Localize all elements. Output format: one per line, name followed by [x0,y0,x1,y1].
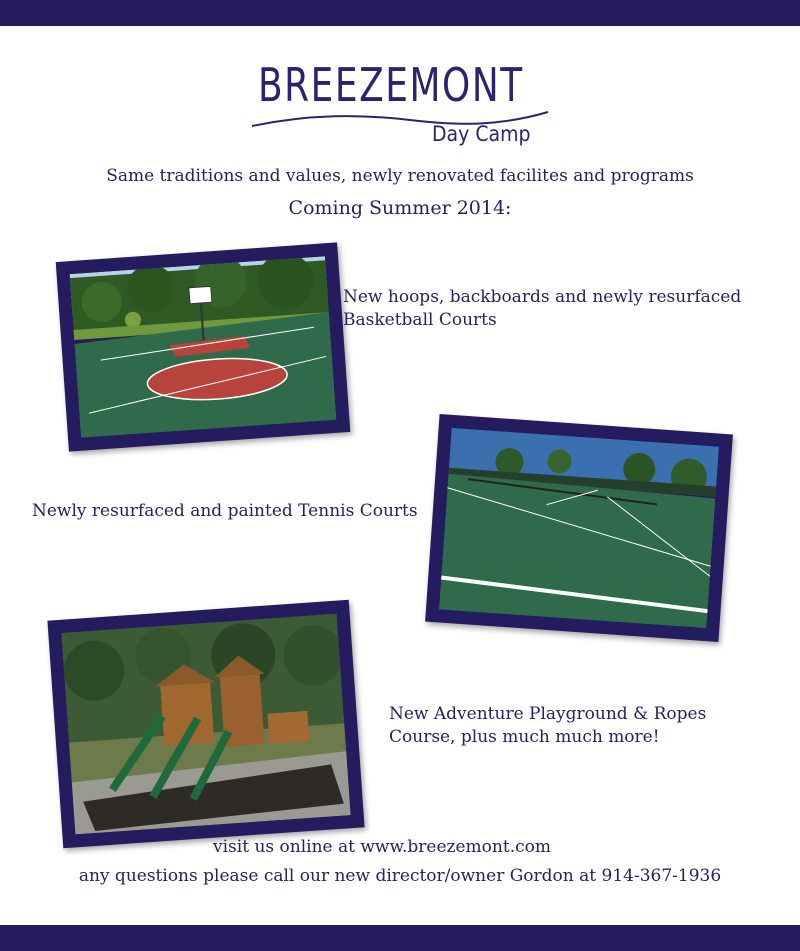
basketball-court-image [70,256,337,437]
basketball-court-photo [56,242,351,451]
playground-caption-line2: Course, plus much much more! [389,727,660,747]
top-border-band [0,0,800,26]
tennis-caption [32,500,452,523]
logo-subtitle: Day Camp [432,122,531,146]
tennis-court-photo [425,414,733,642]
website-line: visit us online at www.breezemont.com [213,837,551,857]
playground-caption [389,703,749,749]
tennis-court-image [439,428,719,628]
tagline: Same traditions and values, newly renovated facilites and programs [106,166,694,186]
basketball-caption-line2: Basketball Courts [343,310,497,330]
playground-photo [47,600,364,849]
bottom-border-band [0,925,800,951]
playground-caption-line1: New Adventure Playground & Ropes [389,704,707,724]
basketball-caption [343,286,763,332]
contact-line: any questions please call our new director/owner Gordon at 914-367-1936 [78,866,722,886]
playground-image [61,614,350,835]
tennis-caption-line1: Newly resurfaced and painted Tennis Courts [32,501,418,521]
basketball-caption-line1: New hoops, backboards and newly resurfaced [343,287,742,307]
coming-heading: Coming Summer 2014: [288,197,512,219]
breezemont-logo [250,58,550,158]
logo-wordmark: BREEZEMONT [258,58,524,112]
